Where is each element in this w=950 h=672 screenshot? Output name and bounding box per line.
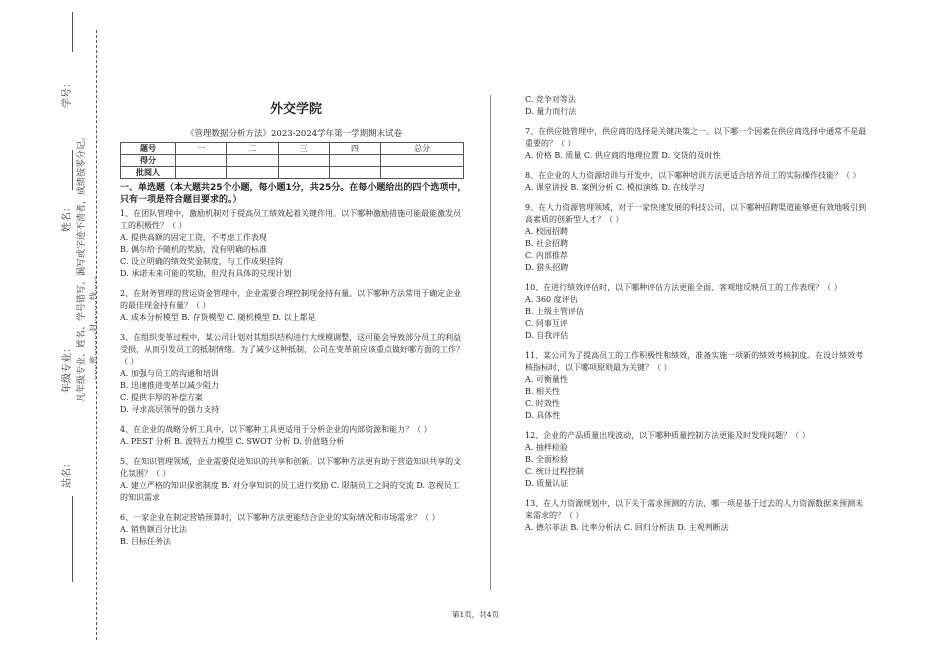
answer-option[interactable]: B. 目标任务法 — [120, 537, 171, 546]
question-stem: 5、在知识管理领域，企业需要促进知识的共享和创新。以下哪种方法更有助于营造知识共享的文化氛围？（ ） — [120, 457, 462, 478]
right-question-column — [525, 94, 870, 542]
page-footer: 第1页，共4页 — [452, 610, 500, 619]
question-stem: 12、企业的产品质量出现波动，以下哪种质量控制方法更能及时发现问题？（ ） — [525, 431, 810, 440]
question-stem: 1、在团队管理中，激励机制对于提高员工绩效起着关键作用。以下哪种激励措施可能最能激发员工的积极性？（ ） — [120, 209, 462, 230]
school-name: 外交学院 — [270, 102, 323, 117]
answer-option[interactable]: C. 设立明确的绩效奖金制度，与工作成果挂钩 — [120, 257, 283, 266]
answer-option[interactable]: A. 价格 B. 质量 C. 供应商的地理位置 D. 交货的及时性 — [525, 151, 721, 160]
answer-option[interactable]: C. 提供丰厚的补偿方案 — [120, 393, 203, 402]
grade-label: 年级专业： — [62, 343, 73, 393]
grader-row-label: 批阅人 — [121, 167, 176, 179]
answer-option[interactable]: D. 寻求高层领导的强力支持 — [120, 405, 220, 414]
score-cell[interactable] — [381, 155, 464, 167]
answer-option[interactable]: A. 抽样检验 — [525, 443, 568, 452]
answer-option[interactable]: B. 上级主管评估 — [525, 307, 584, 316]
answer-option[interactable]: B. 全面检验 — [525, 455, 568, 464]
school-label: 站名： — [62, 458, 73, 488]
question-stem: 13、在人力资源规划中，以下关于需求预测的方法，哪一项是基于过去的人力资源数据来预测未来需求的？（ ） — [525, 499, 864, 520]
exam-title: 《管理数据分析方法》2023-2024学年第一学期期末试卷 — [186, 129, 403, 139]
question-block — [120, 332, 465, 416]
question-block — [120, 288, 465, 324]
question-block — [120, 424, 465, 448]
answer-option[interactable]: C. 时效性 — [525, 399, 560, 408]
question-block — [525, 126, 870, 162]
section-title: 一、单选题（本大题共25个小题，每小题1分，共25分。在每小题给出的四个选项中，只有一项是符合题目要求的。） — [120, 183, 467, 205]
answer-option[interactable]: D. 量力而行法 — [525, 107, 577, 116]
question-block — [525, 282, 870, 342]
answer-option[interactable]: A. 课堂讲授 B. 案例分析 C. 模拟演练 D. 在线学习 — [525, 183, 705, 192]
question-block — [525, 430, 870, 490]
score-col-header: 总分 — [381, 143, 464, 155]
score-cell[interactable] — [278, 155, 329, 167]
answer-option[interactable]: D. 承诺未来可能的奖励，但没有具体的兑现计划 — [120, 269, 292, 278]
score-table — [120, 142, 464, 179]
answer-option[interactable]: C. 同事互评 — [525, 319, 568, 328]
name-underline — [72, 150, 73, 190]
score-col-header: 三 — [278, 143, 329, 155]
question-block — [120, 512, 465, 548]
answer-option[interactable]: D. 猎头招聘 — [525, 263, 569, 272]
question-stem: 4、在企业的战略分析工具中，以下哪种工具更适用于分析企业的内部资源和能力？（ ） — [120, 425, 432, 434]
binding-margin — [0, 0, 110, 672]
score-col-header: 一 — [176, 143, 227, 155]
question-stem: 6、一家企业在制定营销预算时，以下哪种方法更能结合企业的实际情况和市场需求？（ ） — [120, 513, 440, 522]
answer-option[interactable]: A. 销售额百分比法 — [120, 525, 187, 534]
score-row — [121, 155, 464, 167]
score-col-header: 题号 — [121, 143, 176, 155]
answer-option[interactable]: B. 迅速推进变革以减少阻力 — [120, 381, 219, 390]
answer-option[interactable]: B. 相关性 — [525, 387, 560, 396]
question-block — [120, 208, 465, 280]
answer-option[interactable]: B. 偶尔给予随机的奖励，没有明确的标准 — [120, 245, 267, 254]
question-stem: 2、在财务管理的营运资金管理中，企业需要合理控制现金持有量。以下哪种方法常用于确定企业的最佳现金持有量？（ ） — [120, 289, 462, 310]
binding-warning: 凡年级专业、姓名、学号错写、漏写或字迹不清者，成绩按零分记。 — [77, 131, 87, 402]
score-cell[interactable] — [176, 155, 227, 167]
question-stem: 9、在人力资源管理领域，对于一家快速发展的科技公司，以下哪种招聘渠道能够更有效地吸引到高素质的创新型人才？（ ） — [525, 203, 867, 224]
question-block — [525, 498, 870, 534]
question-block — [120, 456, 465, 504]
left-question-column — [120, 208, 465, 556]
question-block — [525, 170, 870, 194]
answer-option[interactable]: D. 自我评估 — [525, 331, 569, 340]
question-stem: 10、在进行绩效评估时，以下哪种评估方法更能全面、客观地反映员工的工作表现？（ ） — [525, 283, 842, 292]
column-divider — [490, 95, 491, 590]
answer-option[interactable]: D. 质量认证 — [525, 479, 569, 488]
question-stem: 7、在供应链管理中，供应商的选择是关键决策之一。以下哪一个因素在供应商选择中通常不是最重要的？（ ） — [525, 127, 867, 148]
grader-cell[interactable] — [329, 167, 380, 179]
grader-cell[interactable] — [381, 167, 464, 179]
score-col-header: 四 — [329, 143, 380, 155]
answer-option[interactable]: A. 成本分析模型 B. 存货模型 C. 随机模型 D. 以上都是 — [120, 313, 316, 322]
question-stem: 3、在组织变革过程中，某公司计划对其组织结构进行大规模调整，这可能会导致部分员工的利益受损，从而引发员工的抵制情绪。为了减少这种抵制，公司在变革前应该重点做好哪方面的工作？（ ） — [120, 333, 464, 366]
answer-option[interactable]: A. 德尔菲法 B. 比率分析法 C. 回归分析法 D. 主观判断法 — [525, 523, 729, 532]
answer-option[interactable]: B. 社会招聘 — [525, 239, 568, 248]
name-label: 姓名： — [62, 202, 73, 232]
answer-option[interactable]: A. 可衡量性 — [525, 375, 568, 384]
answer-option[interactable]: C. 统计过程控制 — [525, 467, 584, 476]
answer-option[interactable]: D. 具体性 — [525, 411, 561, 420]
answer-option[interactable]: A. 建立严格的知识保密制度 B. 对分享知识的员工进行奖励 C. 限制员工之间的交流 D. 忽视员工的知识需求 — [120, 481, 460, 502]
answer-option[interactable]: A. 360 度评估 — [525, 295, 578, 304]
answer-option[interactable]: A. 加强与员工的沟通和培训 — [120, 369, 219, 378]
grader-cell[interactable] — [227, 167, 278, 179]
score-col-header: 二 — [227, 143, 278, 155]
score-cell[interactable] — [227, 155, 278, 167]
question-stem: 11、某公司为了提高员工的工作积极性和绩效，准备实施一项新的绩效考核制度。在设计绩效考核指标时，以下哪项原则最为关键？（ ） — [525, 351, 864, 372]
seal-marks: ……密………封………线…… — [89, 276, 98, 380]
school-underline — [72, 496, 73, 582]
answer-option[interactable]: A. PEST 分析 B. 波特五力模型 C. SWOT 分析 D. 价值链分析 — [120, 437, 345, 446]
grader-cell[interactable] — [278, 167, 329, 179]
answer-option[interactable]: A. 提供高额的固定工资，不考虑工作表现 — [120, 233, 267, 242]
answer-option[interactable]: C. 竞争对等法 — [525, 95, 576, 104]
grader-cell[interactable] — [176, 167, 227, 179]
answer-option[interactable]: A. 校园招聘 — [525, 227, 568, 236]
id-underline — [72, 12, 73, 52]
seal-line — [96, 30, 97, 640]
question-block — [525, 350, 870, 422]
grader-row — [121, 167, 464, 179]
question-stem: 8、在企业的人力资源培训与开发中，以下哪种培训方法更适合培养员工的实际操作技能？（ ） — [525, 171, 861, 180]
student-id-label: 学号： — [62, 78, 73, 108]
question-block — [525, 202, 870, 274]
score-table-header-row — [121, 143, 464, 155]
score-cell[interactable] — [329, 155, 380, 167]
question-6-continued — [525, 94, 870, 118]
score-row-label: 得分 — [121, 155, 176, 167]
answer-option[interactable]: C. 内部推荐 — [525, 251, 568, 260]
